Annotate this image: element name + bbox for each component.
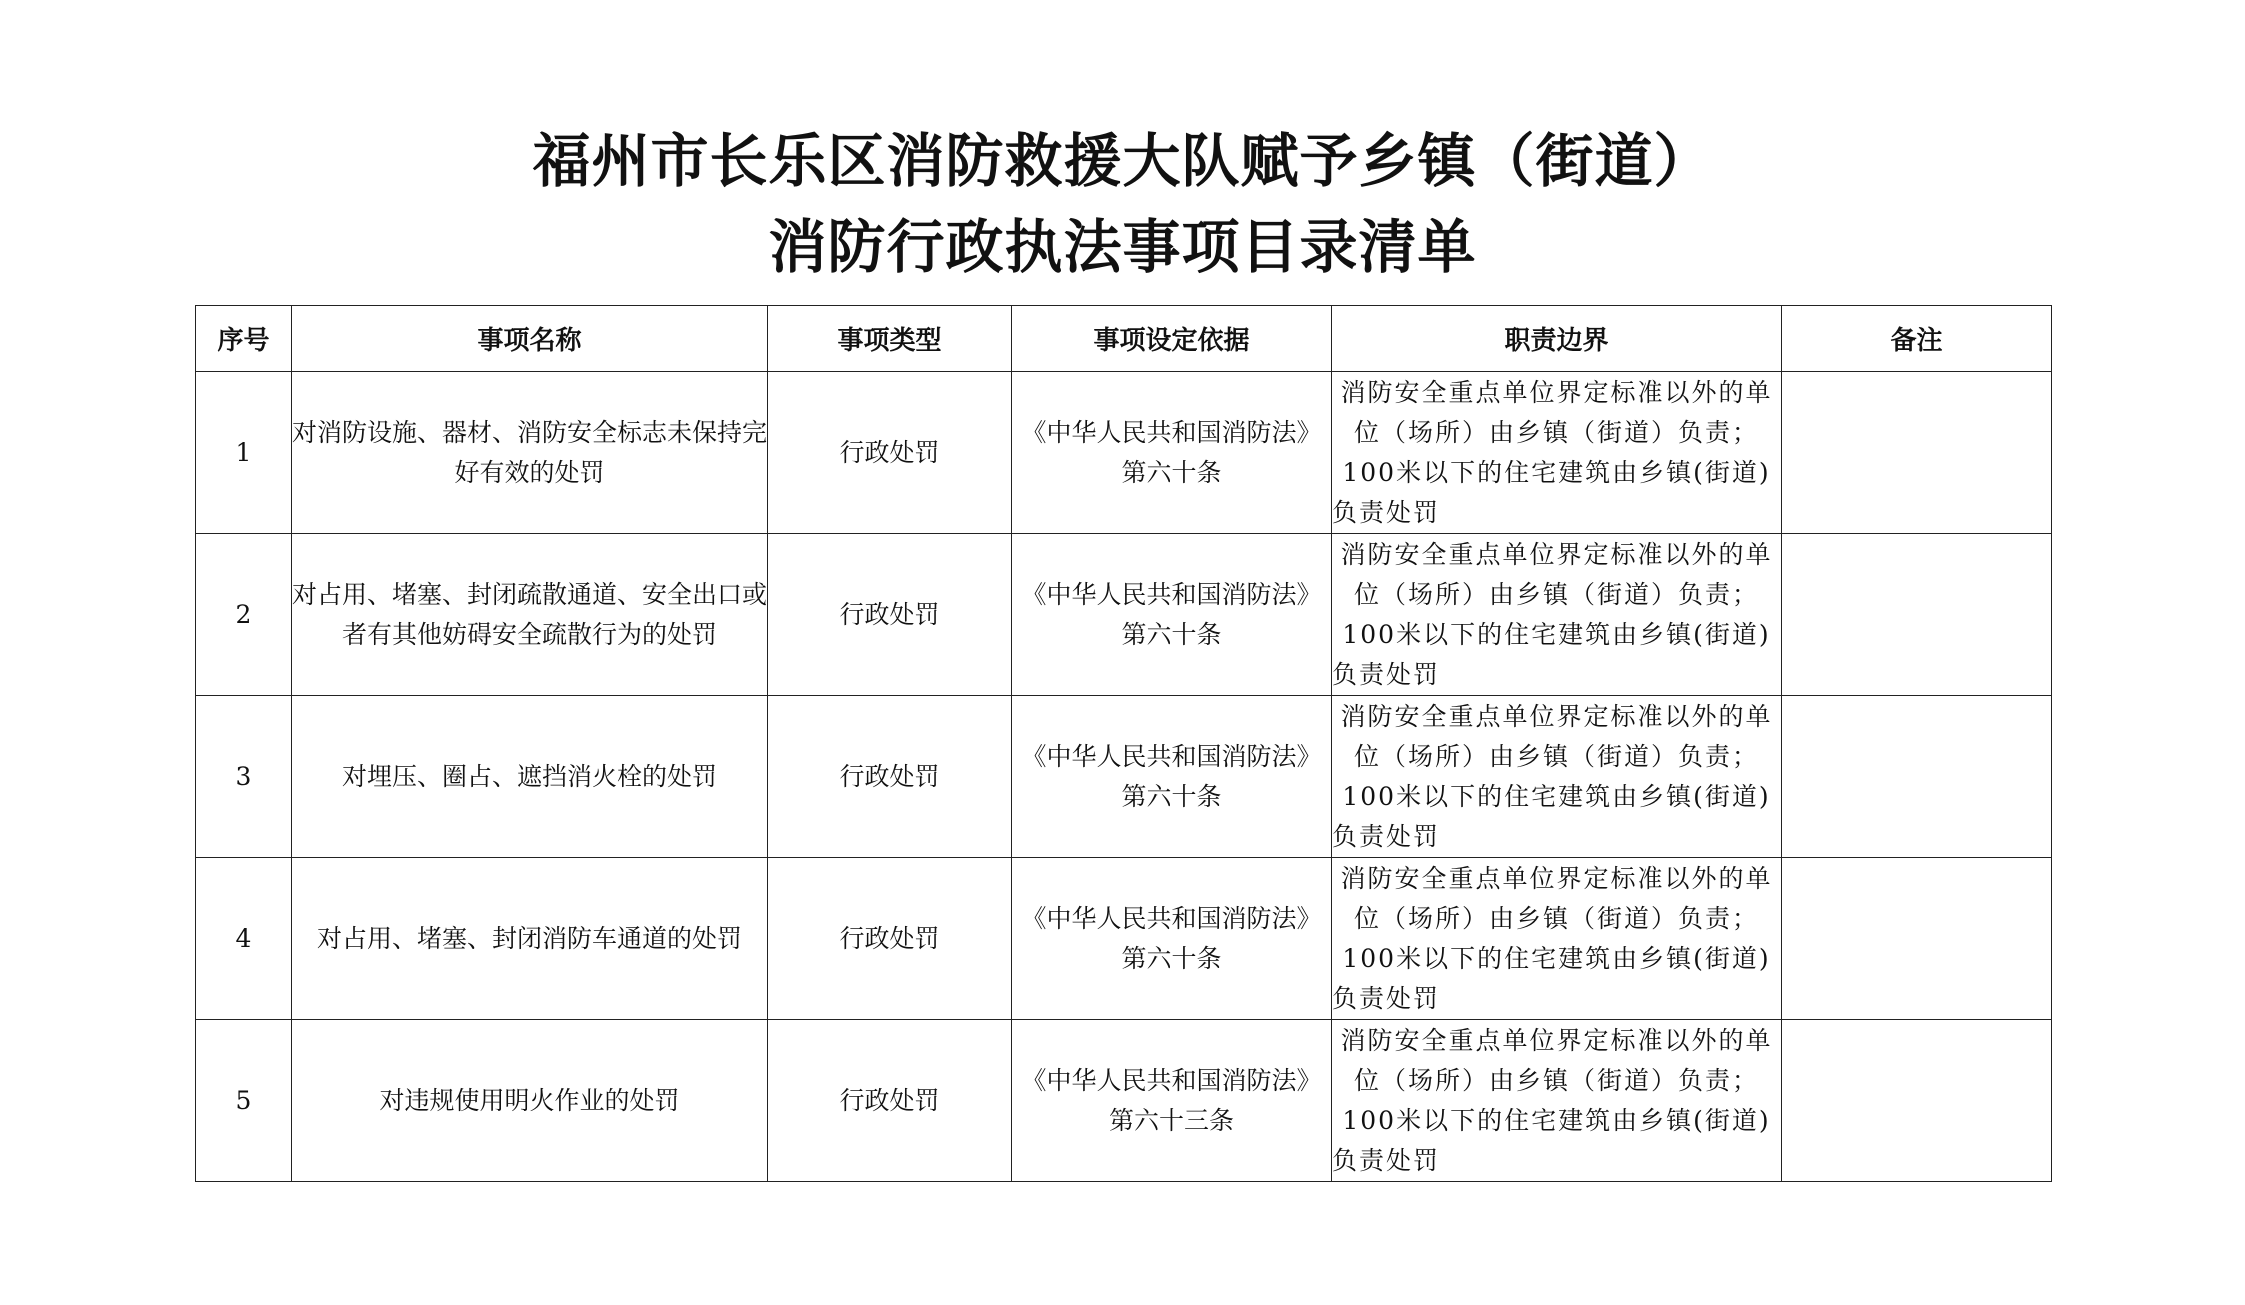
cell-no: 5 — [196, 1020, 292, 1182]
cell-scope: 消防安全重点单位界定标准以外的单位（场所）由乡镇（街道）负责；100米以下的住宅建筑由乡镇(街道)负责处罚 — [1332, 372, 1782, 534]
cell-name: 对埋压、圈占、遮挡消火栓的处罚 — [292, 696, 768, 858]
cell-scope: 消防安全重点单位界定标准以外的单位（场所）由乡镇（街道）负责；100米以下的住宅建筑由乡镇(街道)负责处罚 — [1332, 534, 1782, 696]
cell-name: 对消防设施、器材、消防安全标志未保持完好有效的处罚 — [292, 372, 768, 534]
header-basis: 事项设定依据 — [1012, 306, 1332, 372]
cell-name: 对占用、堵塞、封闭消防车通道的处罚 — [292, 858, 768, 1020]
cell-basis — [1012, 534, 1332, 696]
header-remark: 备注 — [1782, 306, 2052, 372]
cell-basis — [1012, 1020, 1332, 1182]
title-line-2: 消防行政执法事项目录清单 — [768, 213, 1477, 281]
basis-law: 《中华人民共和国消防法》 — [1021, 417, 1322, 447]
cell-type: 行政处罚 — [768, 1020, 1012, 1182]
cell-no: 3 — [196, 696, 292, 858]
table-row — [196, 1020, 2052, 1182]
cell-remark — [1782, 1020, 2052, 1182]
title-line-1: 福州市长乐区消防救援大队赋予乡镇（街道） — [532, 127, 1713, 195]
cell-no: 1 — [196, 372, 292, 534]
header-name: 事项名称 — [292, 306, 768, 372]
cell-type: 行政处罚 — [768, 858, 1012, 1020]
cell-name: 对占用、堵塞、封闭疏散通道、安全出口或者有其他妨碍安全疏散行为的处罚 — [292, 534, 768, 696]
basis-article: 第六十条 — [1121, 619, 1222, 649]
cell-basis — [1012, 858, 1332, 1020]
cell-scope: 消防安全重点单位界定标准以外的单位（场所）由乡镇（街道）负责；100米以下的住宅建筑由乡镇(街道)负责处罚 — [1332, 696, 1782, 858]
table-row — [196, 372, 2052, 534]
basis-law: 《中华人民共和国消防法》 — [1021, 1065, 1322, 1095]
basis-article: 第六十条 — [1121, 457, 1222, 487]
cell-basis — [1012, 696, 1332, 858]
table-row — [196, 696, 2052, 858]
header-scope: 职责边界 — [1332, 306, 1782, 372]
cell-remark — [1782, 534, 2052, 696]
table-row — [196, 858, 2052, 1020]
basis-article: 第六十条 — [1121, 943, 1222, 973]
cell-type: 行政处罚 — [768, 696, 1012, 858]
header-type: 事项类型 — [768, 306, 1012, 372]
matters-table — [195, 305, 2052, 1182]
cell-scope: 消防安全重点单位界定标准以外的单位（场所）由乡镇（街道）负责；100米以下的住宅建筑由乡镇(街道)负责处罚 — [1332, 1020, 1782, 1182]
cell-scope: 消防安全重点单位界定标准以外的单位（场所）由乡镇（街道）负责；100米以下的住宅建筑由乡镇(街道)负责处罚 — [1332, 858, 1782, 1020]
cell-name: 对违规使用明火作业的处罚 — [292, 1020, 768, 1182]
table-row — [196, 534, 2052, 696]
cell-remark — [1782, 372, 2052, 534]
basis-law: 《中华人民共和国消防法》 — [1021, 903, 1322, 933]
header-no: 序号 — [196, 306, 292, 372]
table-header-row — [196, 306, 2052, 372]
cell-type: 行政处罚 — [768, 372, 1012, 534]
basis-law: 《中华人民共和国消防法》 — [1021, 579, 1322, 609]
basis-law: 《中华人民共和国消防法》 — [1021, 741, 1322, 771]
basis-article: 第六十条 — [1121, 781, 1222, 811]
cell-no: 4 — [196, 858, 292, 1020]
cell-no: 2 — [196, 534, 292, 696]
document-title — [0, 118, 2245, 290]
cell-type: 行政处罚 — [768, 534, 1012, 696]
cell-remark — [1782, 696, 2052, 858]
basis-article: 第六十三条 — [1108, 1105, 1234, 1135]
cell-basis — [1012, 372, 1332, 534]
cell-remark — [1782, 858, 2052, 1020]
